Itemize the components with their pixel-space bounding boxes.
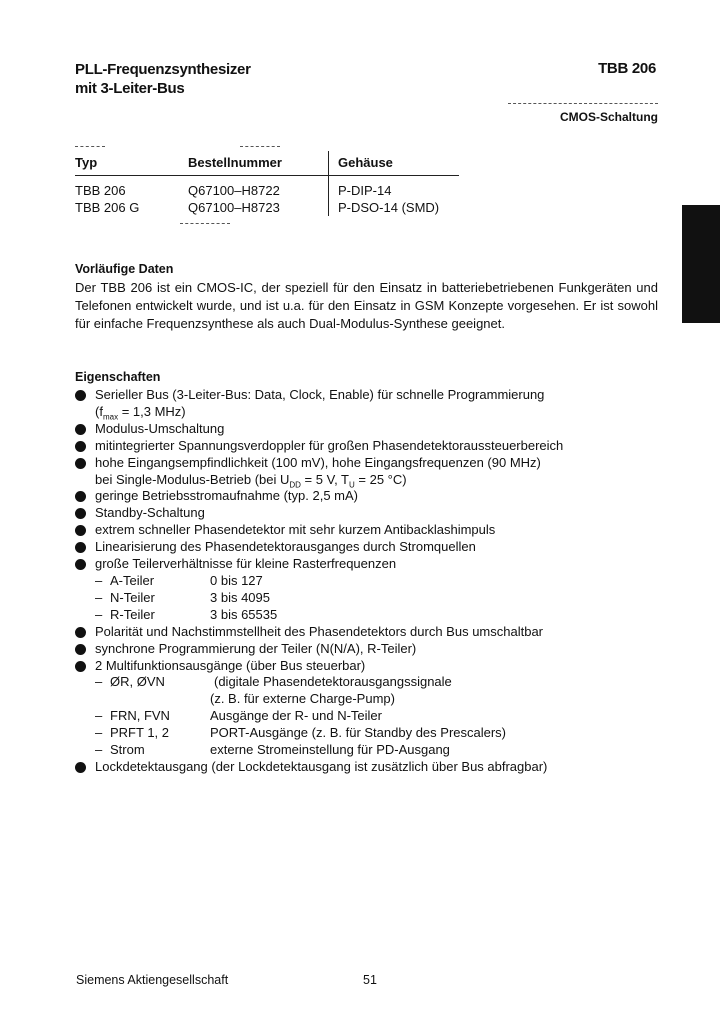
bullet-icon: [75, 441, 86, 452]
part-number: TBB 206: [598, 60, 656, 77]
page-number: 51: [363, 973, 377, 987]
cell-order-number: Q67100–H8723: [188, 200, 280, 215]
table-header-row: [75, 151, 459, 176]
divider-row: – A-Teiler 0 bis 127: [95, 572, 263, 588]
cell-order-number: Q67100–H8722: [188, 183, 280, 198]
output-row: – PRFT 1, 2 PORT-Ausgänge (z. B. für Standby des Prescalers): [95, 725, 507, 741]
output-row: – ØR, ØVN (digitale Phasendetektorausgangssignale: [95, 674, 452, 690]
cell-type: TBB 206: [75, 183, 126, 198]
table-top-mark: [75, 146, 105, 147]
bullet-icon: [75, 424, 86, 435]
list-item: Modulus-Umschaltung: [75, 421, 658, 438]
bullet-icon: [75, 458, 86, 469]
list-item-continuation: bei Single-Modulus-Betrieb (bei $U_{DD} = 5$ V, $T_U = 25$ °C): [95, 471, 407, 490]
list-item: geringe Betriebsstromaufnahme (typ. 2,5 mA): [75, 488, 658, 505]
cell-package: P-DSO-14 (SMD): [328, 199, 459, 216]
features-list: [75, 387, 658, 776]
header-order-number: Bestellnummer: [188, 155, 282, 170]
list-item: hohe Eingangsempfindlichkeit (100 mV), hohe Eingangsfrequenzen (90 MHz): [75, 455, 658, 472]
section-tab-marker: [682, 205, 720, 323]
bullet-icon: [75, 508, 86, 519]
list-item: Serieller Bus (3-Leiter-Bus: Data, Clock, Enable) für schnelle Programmierung: [75, 387, 658, 404]
list-item: mitintegrierter Spannungsverdoppler für großen Phasendetektoraussteuerbereich: [75, 438, 658, 455]
list-item: Lockdetektausgang (der Lockdetektausgang ist zusätzlich über Bus abfragbar): [75, 759, 658, 776]
title-line-1: PLL-Frequenzsynthesizer: [75, 61, 251, 78]
order-table: [75, 151, 459, 216]
table-row: [75, 182, 459, 199]
header-divider: [508, 103, 658, 104]
footer-company: Siemens Aktiengesellschaft: [76, 973, 229, 987]
table-row: [75, 199, 459, 216]
list-item: Standby-Schaltung: [75, 505, 658, 522]
header-package: Gehäuse: [328, 151, 459, 175]
list-item: Polarität und Nachstimmstellheit des Phasendetektors durch Bus umschaltbar: [75, 624, 658, 641]
preliminary-heading: Vorläufige Daten: [75, 262, 174, 276]
list-item: synchrone Programmierung der Teiler (N(N/A), R-Teiler): [75, 641, 658, 658]
divider-row: – N-Teiler 3 bis 4095: [95, 589, 270, 605]
bullet-icon: [75, 762, 86, 773]
table-top-mark: [240, 146, 280, 147]
bullet-icon: [75, 542, 86, 553]
bullet-icon: [75, 390, 86, 401]
list-item: extrem schneller Phasendetektor mit sehr kurzem Antibacklashimpuls: [75, 522, 658, 539]
technology-caption: CMOS-Schaltung: [560, 110, 658, 124]
document-title: [75, 60, 251, 98]
list-item-continuation: ($f_{max} = 1,3$ MHz): [95, 403, 186, 422]
bullet-icon: [75, 525, 86, 536]
table-bottom-mark: [180, 223, 230, 224]
divider-row: – R-Teiler 3 bis 65535: [95, 606, 278, 622]
description-paragraph: Der TBB 206 ist ein CMOS-IC, der speziell für den Einsatz in batteriebetriebenen Funkgeräten und Telefonen entwickelt wurde, und ist u.a. für den Einsatz in GSM Konzepte vorgesehen. Er ist sowohl für einfache Frequenzsynthese als auch Dual-Modulus-Synthese geeignet.: [75, 280, 658, 331]
features-heading: Eigenschaften: [75, 370, 161, 384]
output-row: – FRN, FVN Ausgänge der R- und N-Teiler: [95, 708, 382, 724]
cell-package: P-DIP-14: [328, 182, 459, 199]
bullet-icon: [75, 644, 86, 655]
list-item: Linearisierung des Phasendetektorausganges durch Stromquellen: [75, 539, 658, 556]
list-item: große Teilerverhältnisse für kleine Rasterfrequenzen: [75, 556, 658, 573]
bullet-icon: [75, 661, 86, 672]
bullet-icon: [75, 559, 86, 570]
title-line-2: mit 3-Leiter-Bus: [75, 80, 185, 97]
bullet-icon: [75, 627, 86, 638]
bullet-icon: [75, 491, 86, 502]
list-item: 2 Multifunktionsausgänge (über Bus steuerbar): [75, 658, 658, 675]
header-type: Typ: [75, 155, 98, 170]
output-row-continuation: (z. B. für externe Charge-Pump): [210, 691, 395, 707]
output-row: – Strom externe Stromeinstellung für PD-Ausgang: [95, 742, 450, 758]
cell-type: TBB 206 G: [75, 200, 140, 215]
